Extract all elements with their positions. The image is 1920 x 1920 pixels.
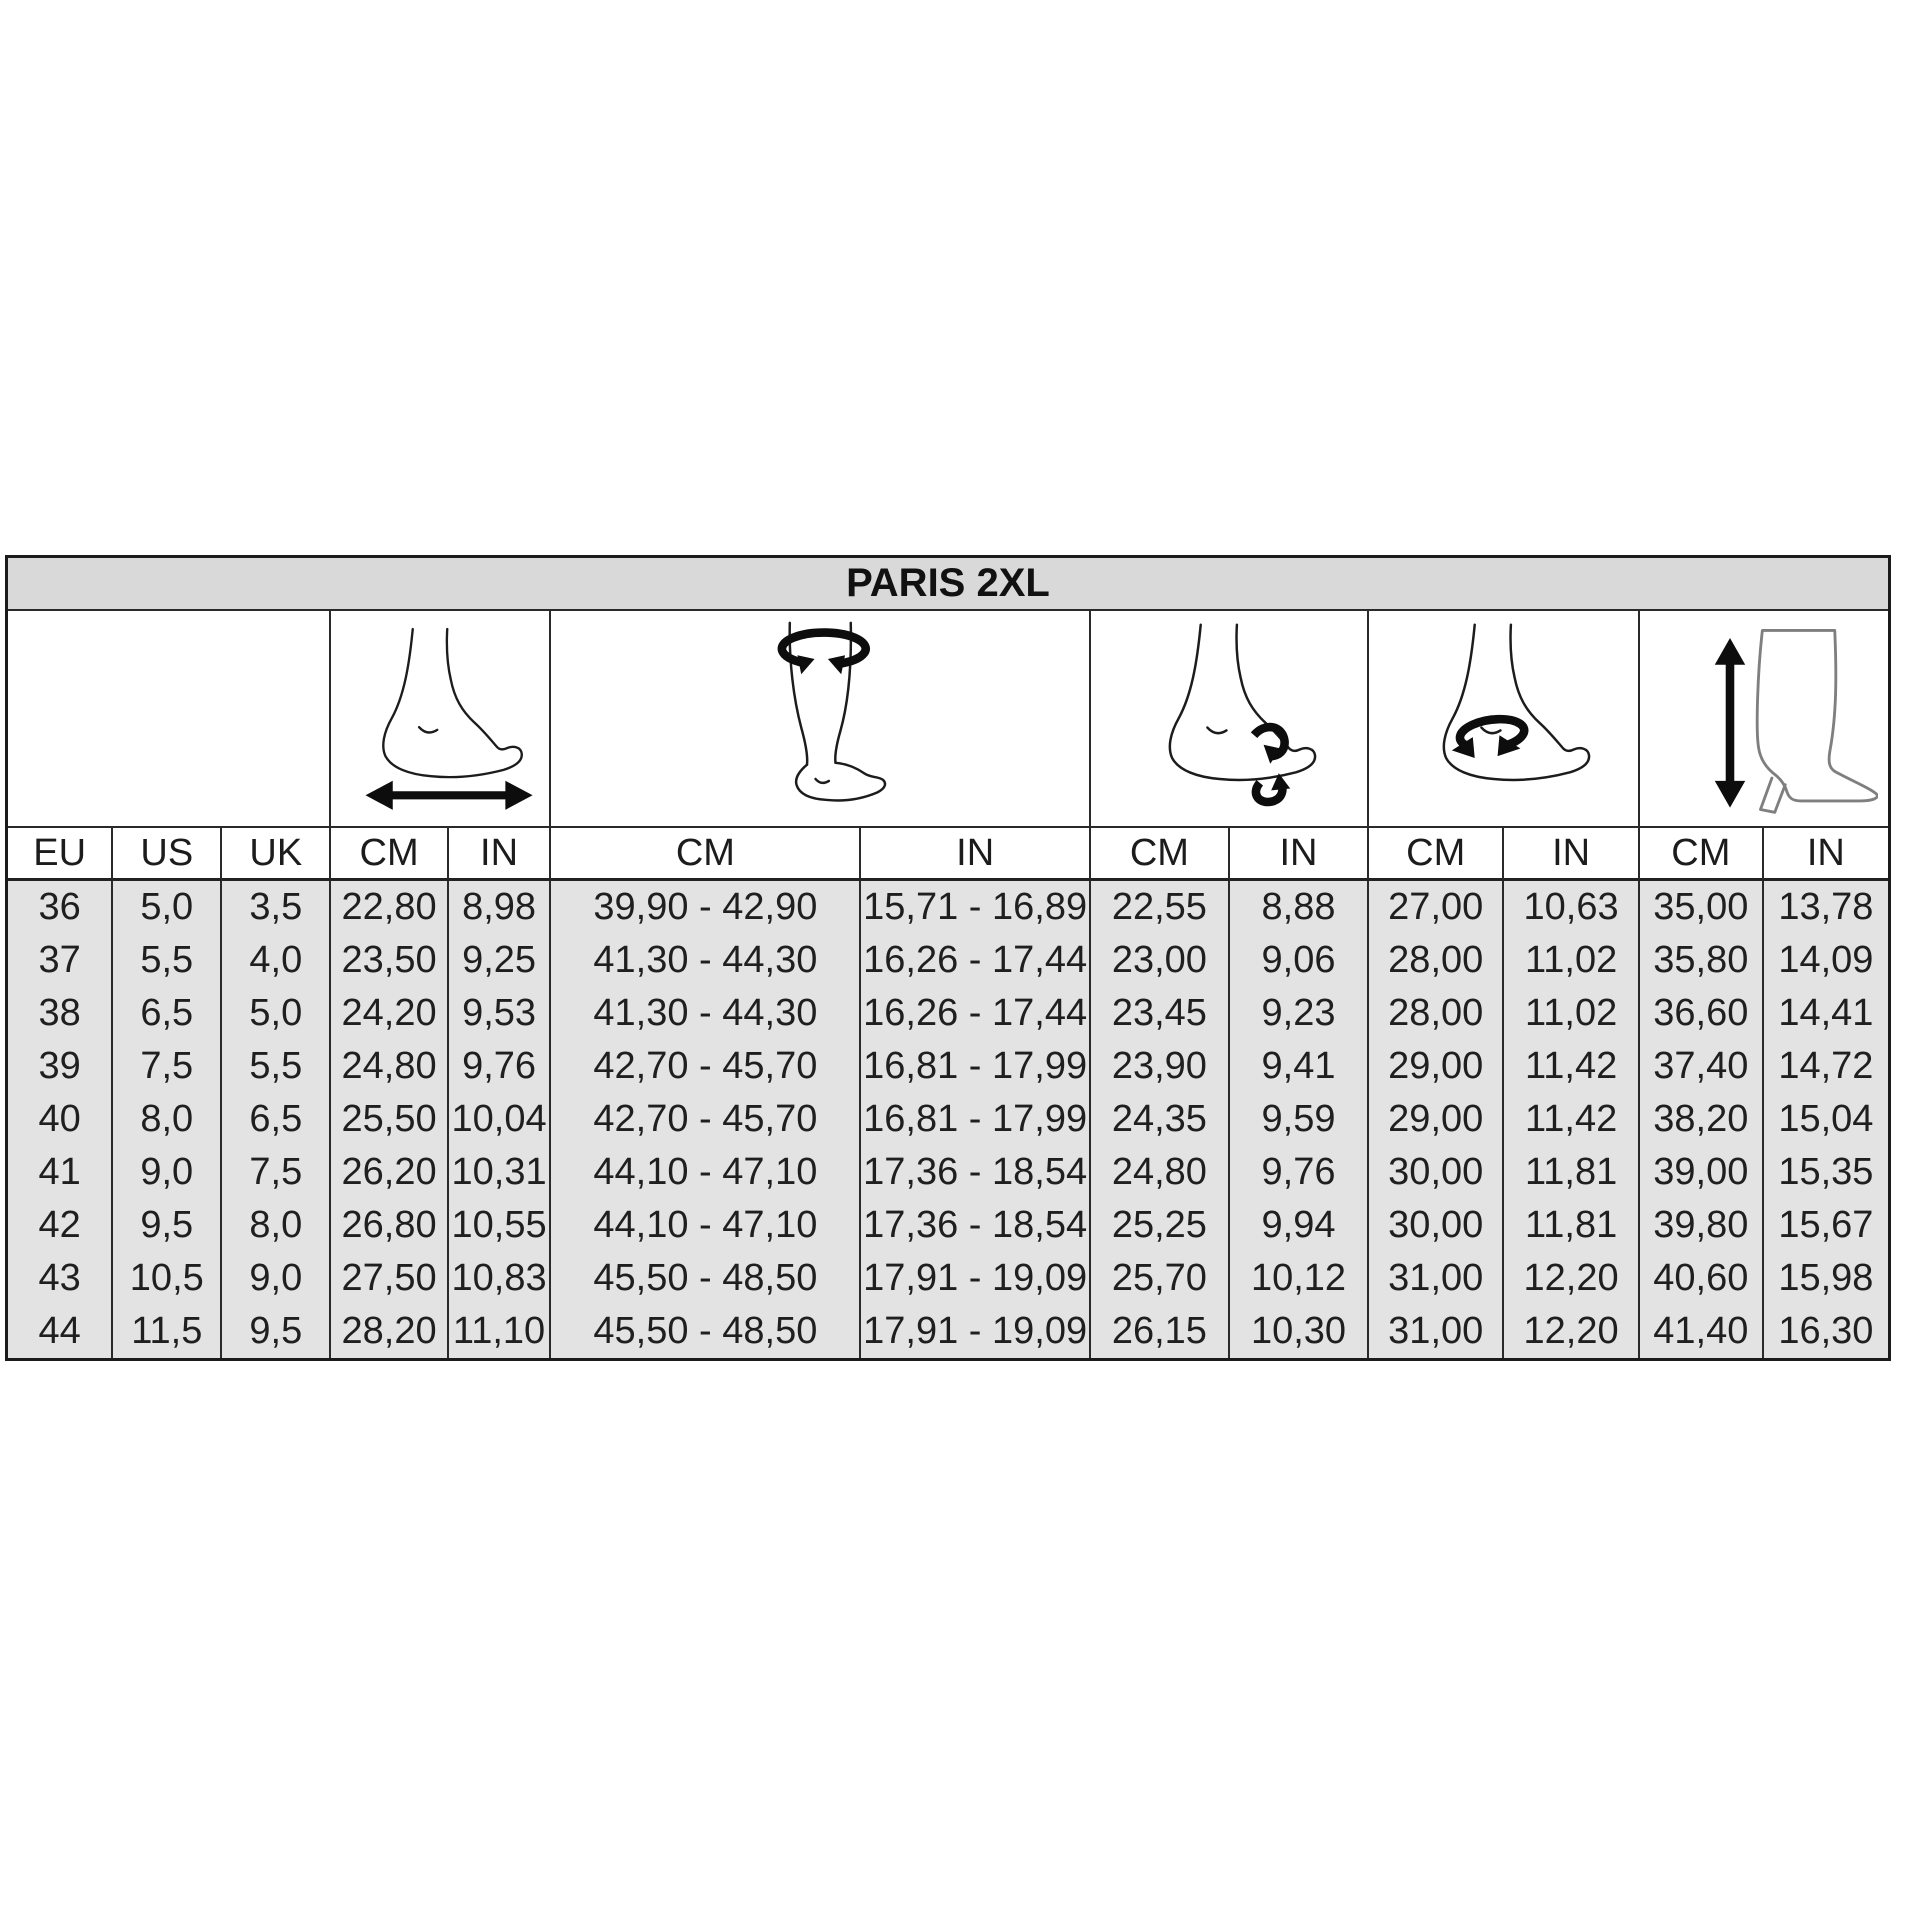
empty-corner-cell — [8, 611, 331, 828]
table-cell: 12,20 — [1504, 1252, 1639, 1305]
table-cell: 17,36 - 18,54 — [861, 1199, 1090, 1252]
table-cell: 41,30 - 44,30 — [551, 934, 861, 987]
table-cell: 9,94 — [1230, 1199, 1369, 1252]
table-cell: 38,20 — [1640, 1093, 1764, 1146]
table-cell: 37,40 — [1640, 1040, 1764, 1093]
table-cell: 16,26 - 17,44 — [861, 934, 1090, 987]
table-cell: 5,5 — [222, 1040, 331, 1093]
table-cell: 29,00 — [1369, 1093, 1504, 1146]
column-header-5-in: IN — [449, 828, 551, 881]
table-cell: 8,0 — [222, 1199, 331, 1252]
table-cell: 44,10 - 47,10 — [551, 1199, 861, 1252]
table-cell: 9,53 — [449, 987, 551, 1040]
table-cell: 14,09 — [1764, 934, 1888, 987]
table-cell: 10,04 — [449, 1093, 551, 1146]
table-cell: 42,70 - 45,70 — [551, 1093, 861, 1146]
table-cell: 23,45 — [1091, 987, 1230, 1040]
size-chart-table — [5, 555, 1891, 1361]
table-cell: 8,0 — [113, 1093, 222, 1146]
table-cell: 40,60 — [1640, 1252, 1764, 1305]
ankle-circumference-icon — [1369, 611, 1640, 828]
table-cell: 11,5 — [113, 1305, 222, 1358]
ankle-circumference-icon — [1389, 619, 1618, 819]
table-cell: 39,80 — [1640, 1199, 1764, 1252]
table-cell: 25,70 — [1091, 1252, 1230, 1305]
instep-circumference-icon — [1115, 619, 1344, 819]
table-cell: 11,10 — [449, 1305, 551, 1358]
table-cell: 25,25 — [1091, 1199, 1230, 1252]
table-cell: 9,0 — [222, 1252, 331, 1305]
table-cell: 24,80 — [1091, 1146, 1230, 1199]
table-cell: 30,00 — [1369, 1146, 1504, 1199]
table-cell: 45,50 - 48,50 — [551, 1252, 861, 1305]
table-cell: 11,02 — [1504, 987, 1639, 1040]
table-cell: 9,5 — [113, 1199, 222, 1252]
table-cell: 41,40 — [1640, 1305, 1764, 1358]
table-cell: 44,10 - 47,10 — [551, 1146, 861, 1199]
column-header-1-eu: EU — [8, 828, 113, 881]
table-cell: 10,5 — [113, 1252, 222, 1305]
table-cell: 15,04 — [1764, 1093, 1888, 1146]
table-cell: 11,81 — [1504, 1146, 1639, 1199]
table-cell: 39 — [8, 1040, 113, 1093]
table-cell: 11,02 — [1504, 934, 1639, 987]
table-cell: 41,30 - 44,30 — [551, 987, 861, 1040]
instep-circumference-icon — [1091, 611, 1369, 828]
table-cell: 36 — [8, 881, 113, 934]
table-cell: 9,59 — [1230, 1093, 1369, 1146]
table-cell: 5,0 — [113, 881, 222, 934]
table-cell: 27,50 — [331, 1252, 449, 1305]
table-cell: 11,42 — [1504, 1040, 1639, 1093]
table-cell: 16,81 - 17,99 — [861, 1093, 1090, 1146]
table-cell: 35,80 — [1640, 934, 1764, 987]
table-cell: 25,50 — [331, 1093, 449, 1146]
table-cell: 42,70 - 45,70 — [551, 1040, 861, 1093]
table-cell: 9,06 — [1230, 934, 1369, 987]
table-cell: 38 — [8, 987, 113, 1040]
column-header-7-in: IN — [861, 828, 1090, 881]
table-cell: 35,00 — [1640, 881, 1764, 934]
table-cell: 10,83 — [449, 1252, 551, 1305]
table-cell: 31,00 — [1369, 1252, 1504, 1305]
table-cell: 16,30 — [1764, 1305, 1888, 1358]
table-cell: 4,0 — [222, 934, 331, 987]
table-cell: 9,0 — [113, 1146, 222, 1199]
table-cell: 15,71 - 16,89 — [861, 881, 1090, 934]
calf-circumference-icon — [706, 619, 935, 819]
table-cell: 10,12 — [1230, 1252, 1369, 1305]
table-cell: 9,25 — [449, 934, 551, 987]
table-cell: 36,60 — [1640, 987, 1764, 1040]
table-cell: 24,80 — [331, 1040, 449, 1093]
column-header-8-cm: CM — [1091, 828, 1230, 881]
table-cell: 14,41 — [1764, 987, 1888, 1040]
table-cell: 28,20 — [331, 1305, 449, 1358]
boot-shaft-height-icon — [1640, 611, 1888, 828]
foot-length-arrow-icon — [331, 611, 551, 828]
table-cell: 24,35 — [1091, 1093, 1230, 1146]
table-cell: 26,80 — [331, 1199, 449, 1252]
table-cell: 16,81 - 17,99 — [861, 1040, 1090, 1093]
table-cell: 42 — [8, 1199, 113, 1252]
table-cell: 41 — [8, 1146, 113, 1199]
column-header-11-in: IN — [1504, 828, 1639, 881]
table-cell: 26,20 — [331, 1146, 449, 1199]
column-header-12-cm: CM — [1640, 828, 1764, 881]
table-cell: 6,5 — [113, 987, 222, 1040]
table-cell: 16,26 - 17,44 — [861, 987, 1090, 1040]
column-header-13-in: IN — [1764, 828, 1888, 881]
table-cell: 6,5 — [222, 1093, 331, 1146]
table-cell: 10,31 — [449, 1146, 551, 1199]
table-cell: 31,00 — [1369, 1305, 1504, 1358]
table-cell: 10,55 — [449, 1199, 551, 1252]
table-cell: 40 — [8, 1093, 113, 1146]
table-title: PARIS 2XL — [8, 558, 1888, 611]
table-cell: 27,00 — [1369, 881, 1504, 934]
foot-length-arrow-icon — [331, 619, 549, 819]
column-header-2-us: US — [113, 828, 222, 881]
table-cell: 30,00 — [1369, 1199, 1504, 1252]
table-cell: 28,00 — [1369, 934, 1504, 987]
table-cell: 11,81 — [1504, 1199, 1639, 1252]
table-cell: 15,98 — [1764, 1252, 1888, 1305]
table-cell: 29,00 — [1369, 1040, 1504, 1093]
table-cell: 9,23 — [1230, 987, 1369, 1040]
table-cell: 9,76 — [449, 1040, 551, 1093]
table-cell: 17,36 - 18,54 — [861, 1146, 1090, 1199]
table-cell: 39,00 — [1640, 1146, 1764, 1199]
table-cell: 17,91 - 19,09 — [861, 1252, 1090, 1305]
table-cell: 23,50 — [331, 934, 449, 987]
table-cell: 3,5 — [222, 881, 331, 934]
column-header-9-in: IN — [1230, 828, 1369, 881]
table-cell: 7,5 — [113, 1040, 222, 1093]
table-cell: 37 — [8, 934, 113, 987]
table-cell: 15,67 — [1764, 1199, 1888, 1252]
table-cell: 9,5 — [222, 1305, 331, 1358]
table-cell: 22,55 — [1091, 881, 1230, 934]
table-cell: 22,80 — [331, 881, 449, 934]
table-cell: 7,5 — [222, 1146, 331, 1199]
table-cell: 17,91 - 19,09 — [861, 1305, 1090, 1358]
column-header-4-cm: CM — [331, 828, 449, 881]
table-cell: 5,5 — [113, 934, 222, 987]
column-header-6-cm: CM — [551, 828, 861, 881]
table-cell: 10,30 — [1230, 1305, 1369, 1358]
boot-shaft-height-icon — [1650, 619, 1879, 819]
table-cell: 44 — [8, 1305, 113, 1358]
table-cell: 8,98 — [449, 881, 551, 934]
table-cell: 8,88 — [1230, 881, 1369, 934]
table-cell: 45,50 - 48,50 — [551, 1305, 861, 1358]
table-cell: 43 — [8, 1252, 113, 1305]
table-cell: 5,0 — [222, 987, 331, 1040]
calf-circumference-icon — [551, 611, 1091, 828]
table-cell: 15,35 — [1764, 1146, 1888, 1199]
table-cell: 26,15 — [1091, 1305, 1230, 1358]
table-cell: 24,20 — [331, 987, 449, 1040]
table-cell: 11,42 — [1504, 1093, 1639, 1146]
table-cell: 14,72 — [1764, 1040, 1888, 1093]
table-cell: 10,63 — [1504, 881, 1639, 934]
table-cell: 12,20 — [1504, 1305, 1639, 1358]
table-cell: 9,76 — [1230, 1146, 1369, 1199]
table-cell: 13,78 — [1764, 881, 1888, 934]
column-header-3-uk: UK — [222, 828, 331, 881]
table-cell: 9,41 — [1230, 1040, 1369, 1093]
table-cell: 28,00 — [1369, 987, 1504, 1040]
column-header-10-cm: CM — [1369, 828, 1504, 881]
table-cell: 23,00 — [1091, 934, 1230, 987]
table-cell: 23,90 — [1091, 1040, 1230, 1093]
table-cell: 39,90 - 42,90 — [551, 881, 861, 934]
